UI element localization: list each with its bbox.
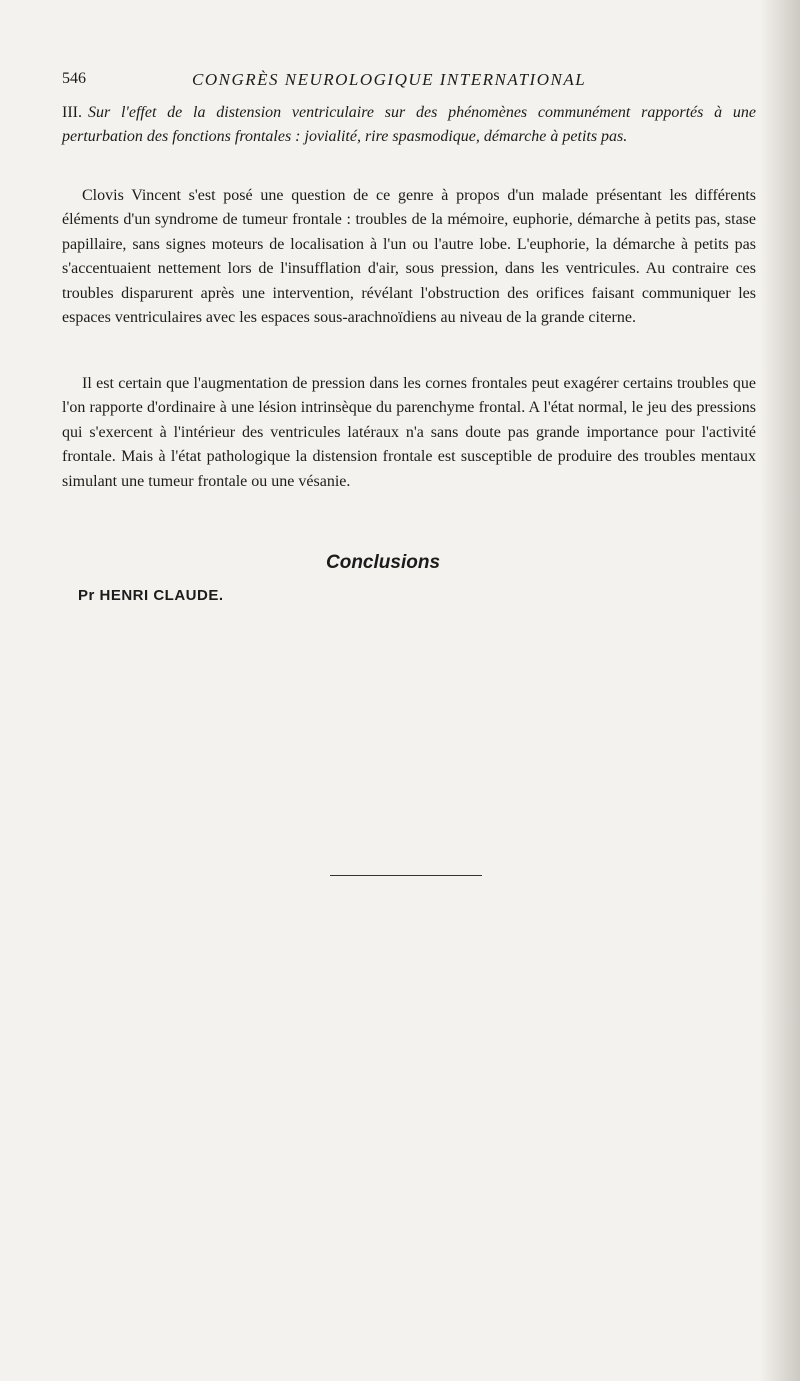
running-title: CONGRÈS NEUROLOGIQUE INTERNATIONAL bbox=[192, 70, 587, 89]
conclusions-title: Conclusions bbox=[326, 552, 441, 573]
page-header bbox=[62, 70, 752, 94]
end-rule bbox=[330, 875, 482, 876]
page-edge-shadow bbox=[760, 0, 800, 1381]
page-number: 546 bbox=[62, 70, 86, 87]
author-signature bbox=[78, 587, 224, 604]
section-numeral: III. bbox=[62, 104, 82, 121]
section-heading-text: Sur l'effet de la distension ventriculaire sur des phénomènes communément rapportés à une perturbation des fonctions frontales : jovialité, rire spasmodique, démarche à petits pas. bbox=[62, 104, 756, 145]
section-heading bbox=[62, 101, 756, 149]
author-name: HENRI CLAUDE. bbox=[99, 587, 224, 604]
body-paragraph-1: Clovis Vincent s'est posé une question de ce genre à propos d'un malade présentant les différents éléments d'un syndrome de tumeur frontale : troubles de la mémoire, euphorie, démarche à petits pas, stase papillaire, sans signes moteurs de localisation à l'un ou l'autre lobe. L'euphorie, la démarche à petits pas s'accentuaient nettement lors de l'insufflation d'air, sous pression, dans les ventricules. Au contraire ces troubles disparurent après une intervention, révélant l'obstruction des orifices faisant communiquer les espaces ventriculaires avec les espaces sous-arachnoïdiens au niveau de la grande citerne. bbox=[62, 187, 756, 327]
author-title: Pr bbox=[78, 587, 95, 604]
body-paragraph-2: Il est certain que l'augmentation de pression dans les cornes frontales peut exagérer certains troubles que l'on rapporte d'ordinaire à une lésion intrinsèque du parenchyme frontal. A l'état normal, le jeu des pressions qui s'exercent à l'intérieur des ventricules latéraux n'a sans doute pas grande importance pour l'activité frontale. Mais à l'état pathologique la distension frontale est susceptible de produire des troubles mentaux simulant une tumeur frontale ou une vésanie. bbox=[62, 375, 756, 490]
